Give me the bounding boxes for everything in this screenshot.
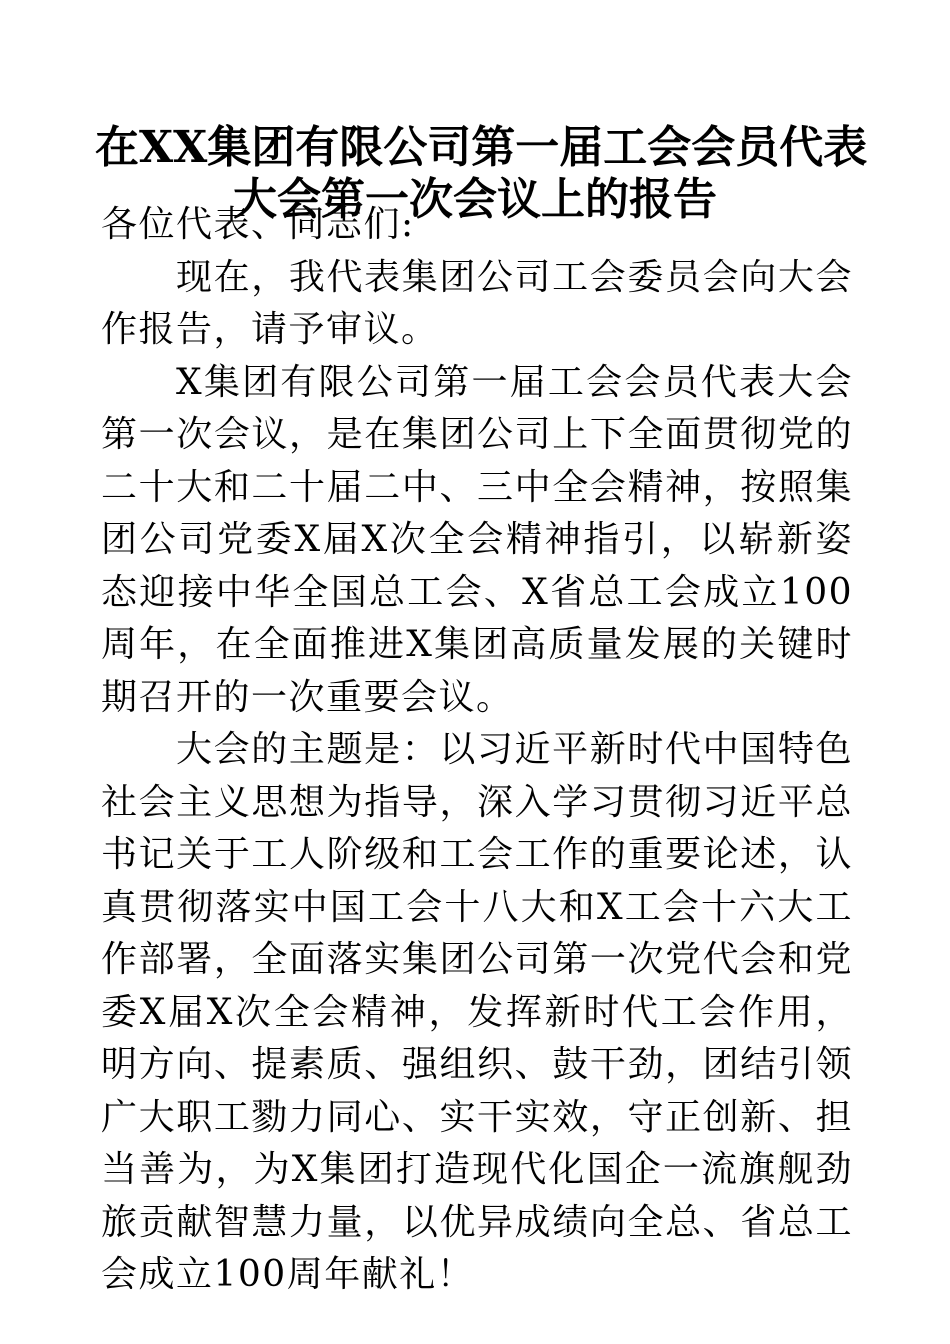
paragraph-1: 现在，我代表集团公司工会委员会向大会作报告，请予审议。 (101, 256, 853, 350)
title-line-2: 大会第一次会议上的报告 (233, 174, 717, 225)
paragraph-3: 大会的主题是：以习近平新时代中国特色社会主义思想为指导，深入学习贯彻习近平总书记关于工人阶级和工会工作的重要论述，认真贯彻落实中国工会十八大和X工会十六大工作部署，全面落实集团公司第一次党代会和党委X届X次全会精神，发挥新时代工会作用，明方向、提素质、强组织、鼓干劲，团结引领广大职工勠力同心、实干实效，守正创新、担当善为，为X集团打造现代化国企一流旗舰劲旅贡献智慧力量，以优异成绩向全总、省总工会成立100周年献礼！ (101, 729, 853, 1295)
document-body (101, 199, 853, 1302)
salutation: 各位代表、同志们: (101, 204, 415, 245)
paragraph-2: X集团有限公司第一届工会会员代表大会第一次会议，是在集团公司上下全面贯彻党的二十大和二十届二中、三中全会精神，按照集团公司党委X届X次全会精神指引，以崭新姿态迎接中华全国总工会、X省总工会成立100周年，在全面推进X集团高质量发展的关键时期召开的一次重要会议。 (101, 361, 853, 718)
title-line-1: 在XX集团有限公司第一届工会会员代表 (95, 122, 868, 173)
